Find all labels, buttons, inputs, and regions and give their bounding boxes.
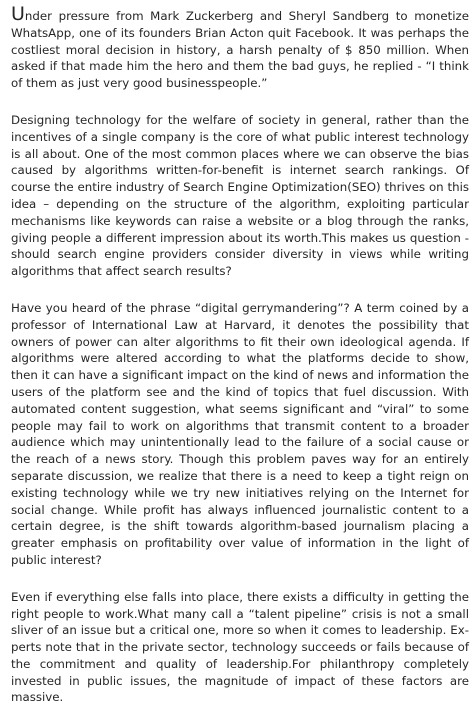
paragraph-intro-text: nder pressure from Mark Zuckerberg and Sheryl Sandberg to monetize WhatsApp, one of its founders Brian Acton quit Facebook. It was perhaps the costliest moral decision in history, a harsh penalty of $ 850 million. When asked if that made him the hero and them the bad guys, he replied - “I think of them as just very good businesspeople.”	[11, 9, 469, 91]
paragraph-digital-gerrymandering: Have you heard of the phrase “digital gerrymandering”? A term coined by a professor of International Law at Harvard, it denotes the possibility that owners of power can alter algorithms to fit their own ideological agenda. If algorithms were altered according to what the platforms decide to show, then it can have a significant impact on the kind of news and information the users of the platform see and the kind of topics that fuel discussion. With automated content suggestion, what seems significant and “viral” to some people may fail to work on algorithms that transmit content to a broader audience which may unintentionally lead to the failure of a social cause or the reach of a news story. Though this problem paves way for an entirely separate discussion, we realize that there is a need to keep a tight reign on existing technology while we try new initiatives relying on the Internet for social change. While profit has always influenced journalistic content to a certain degree, is the shift towards algorithm-based journalism placing a greater emphasis on profitability over value of information in the light of public interest?	[11, 300, 469, 567]
paragraph-talent-pipeline: Even if everything else falls into place, there exists a difficulty in getting the right people to work.What many call a “talent pipeline” crisis is not a small sliver of an issue but a critical one, more so when it comes to leadership. Experts note that in the private sector, technology succeeds or fails because of the commitment and quality of leadership.For philanthropy completely invested in public issues, the magnitude of impact of these factors are massive.	[11, 589, 469, 705]
paragraph-public-interest-technology: Designing technology for the welfare of society in general, rather than the incentives of a single company is the core of what public interest technology is all about. One of the most common places where we can observe the bias caused by algorithms written-for-benefit is internet search rankings. Of course the entire industry of Search Engine Optimization(SEO) thrives on this idea – depending on the structure of the algorithm, exploiting particular mechanisms like keywords can raise a website or a blog through the ranks, giving people a different impression about its worth.This makes us question - should search engine providers consider diversity in views while writing algorithms that affect search results?	[11, 112, 469, 279]
drop-cap: U	[11, 3, 25, 25]
paragraph-intro	[11, 3, 469, 92]
